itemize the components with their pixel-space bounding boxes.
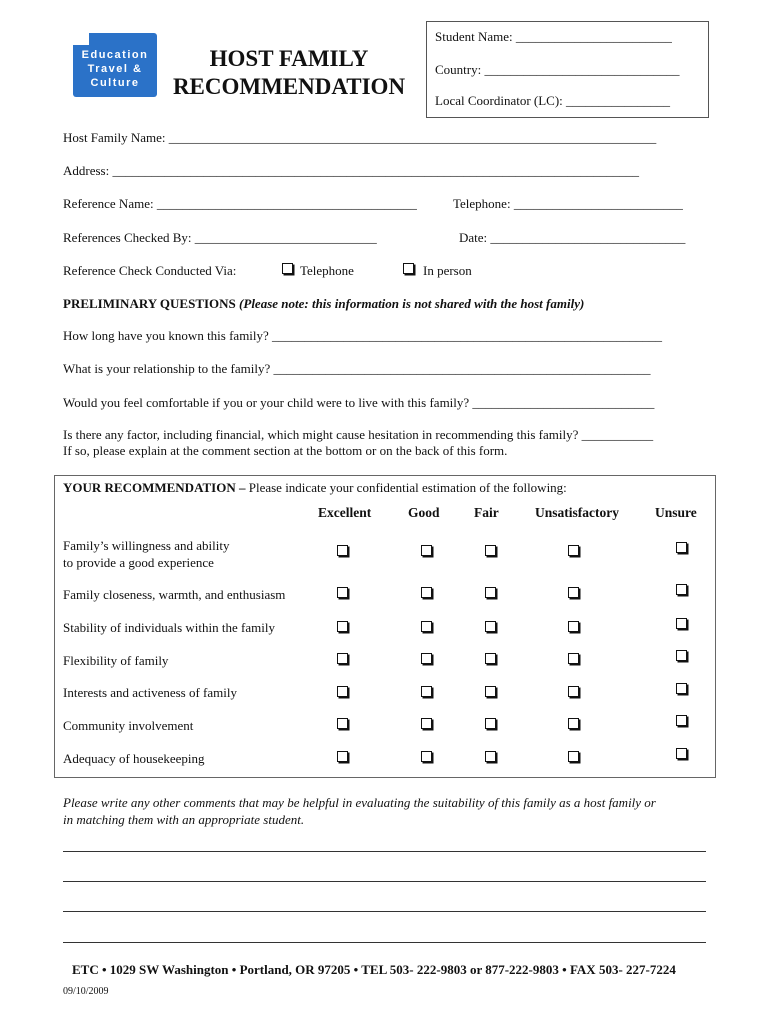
rating-checkbox-good[interactable]: [421, 621, 432, 632]
title-line-2: RECOMMENDATION: [172, 74, 406, 99]
conducted-via-label: Reference Check Conducted Via:: [63, 263, 237, 278]
row-willingness-label: Family’s willingness and ability: [63, 538, 230, 553]
rating-checkbox-fair[interactable]: [485, 751, 496, 762]
rating-checkbox-good[interactable]: [421, 587, 432, 598]
comment-line[interactable]: [63, 851, 706, 852]
comment-line[interactable]: [63, 911, 706, 912]
rating-checkbox-unsatisfactory[interactable]: [568, 621, 579, 632]
rating-checkbox-unsatisfactory[interactable]: [568, 653, 579, 664]
rating-checkbox-unsatisfactory[interactable]: [568, 751, 579, 762]
rating-checkbox-good[interactable]: [421, 718, 432, 729]
recommendation-heading: YOUR RECOMMENDATION –: [63, 480, 246, 495]
revision-date: 09/10/2009: [63, 986, 109, 997]
row-stability-label: Stability of individuals within the family: [63, 620, 275, 635]
in-person-checkbox[interactable]: [403, 263, 414, 274]
etc-logo: [73, 33, 157, 97]
telephone-field[interactable]: Telephone: __________________________: [453, 196, 683, 211]
row-community-label: Community involvement: [63, 718, 194, 733]
logo-corner: [73, 33, 89, 45]
rating-checkbox-unsure[interactable]: [676, 542, 687, 553]
column-good: Good: [408, 505, 440, 520]
rating-checkbox-excellent[interactable]: [337, 621, 348, 632]
logo-line-3: Culture: [90, 77, 140, 89]
rating-checkbox-fair[interactable]: [485, 587, 496, 598]
rating-checkbox-unsure[interactable]: [676, 584, 687, 595]
rating-checkbox-good[interactable]: [421, 686, 432, 697]
row-willingness-label-2: to provide a good experience: [63, 555, 214, 570]
recommendation-instruction: Please indicate your confidential estimation of the following:: [248, 480, 567, 495]
telephone-checkbox[interactable]: [282, 263, 293, 274]
rating-checkbox-unsatisfactory[interactable]: [568, 545, 579, 556]
reference-name-field[interactable]: Reference Name: ________________________________________: [63, 196, 417, 211]
in-person-option-label: In person: [423, 263, 472, 278]
rating-checkbox-fair[interactable]: [485, 621, 496, 632]
comment-line[interactable]: [63, 942, 706, 943]
rating-checkbox-good[interactable]: [421, 545, 432, 556]
question-relationship[interactable]: What is your relationship to the family? __________________________________________________________: [63, 361, 651, 376]
rating-checkbox-excellent[interactable]: [337, 718, 348, 729]
title-line-1: HOST FAMILY: [209, 46, 369, 71]
rating-checkbox-unsure[interactable]: [676, 715, 687, 726]
rating-checkbox-good[interactable]: [421, 653, 432, 664]
question-hesitation-note: If so, please explain at the comment section at the bottom or on the back of this form.: [63, 443, 508, 458]
rating-checkbox-excellent[interactable]: [337, 653, 348, 664]
rating-checkbox-unsatisfactory[interactable]: [568, 587, 579, 598]
row-housekeeping-label: Adequacy of housekeeping: [63, 751, 205, 766]
rating-checkbox-excellent[interactable]: [337, 587, 348, 598]
form-title: [168, 45, 410, 101]
comment-line[interactable]: [63, 881, 706, 882]
column-unsure: Unsure: [655, 505, 697, 520]
column-fair: Fair: [474, 505, 499, 520]
column-unsatisfactory: Unsatisfactory: [535, 505, 619, 520]
column-excellent: Excellent: [318, 505, 372, 520]
rating-checkbox-unsure[interactable]: [676, 683, 687, 694]
question-known-duration[interactable]: How long have you known this family? ____________________________________________________________: [63, 328, 663, 343]
address-field[interactable]: Address: _________________________________________________________________________________: [63, 163, 639, 178]
rating-checkbox-unsatisfactory[interactable]: [568, 686, 579, 697]
references-checked-by-field[interactable]: References Checked By: ____________________________: [63, 230, 377, 245]
rating-checkbox-unsatisfactory[interactable]: [568, 718, 579, 729]
rating-checkbox-fair[interactable]: [485, 545, 496, 556]
row-interests-label: Interests and activeness of family: [63, 685, 237, 700]
preliminary-heading-row: [63, 296, 584, 312]
telephone-option-label: Telephone: [300, 263, 354, 278]
footer-contact: ETC • 1029 SW Washington • Portland, OR 97205 • TEL 503- 222-9803 or 877-222-9803 • FAX 503- 227-7224: [72, 962, 676, 977]
logo-line-2: Travel &: [87, 63, 143, 75]
student-name-field[interactable]: Student Name: ________________________: [435, 29, 672, 44]
comments-instruction-1: Please write any other comments that may be helpful in evaluating the suitability of this family as a host family or: [63, 795, 656, 810]
row-closeness-label: Family closeness, warmth, and enthusiasm: [63, 587, 286, 602]
rating-checkbox-fair[interactable]: [485, 686, 496, 697]
date-field[interactable]: Date: ______________________________: [459, 230, 686, 245]
rating-checkbox-unsure[interactable]: [676, 650, 687, 661]
rating-checkbox-excellent[interactable]: [337, 686, 348, 697]
host-family-name-field[interactable]: Host Family Name: ___________________________________________________________________________: [63, 130, 657, 145]
row-flexibility-label: Flexibility of family: [63, 653, 169, 668]
question-hesitation[interactable]: Is there any factor, including financial, which might cause hesitation in recommending this family? ___________: [63, 427, 654, 442]
preliminary-note: (Please note: this information is not shared with the host family): [239, 296, 585, 311]
rating-checkbox-unsure[interactable]: [676, 748, 687, 759]
local-coordinator-field[interactable]: Local Coordinator (LC): ________________: [435, 93, 671, 108]
rating-checkbox-fair[interactable]: [485, 718, 496, 729]
rating-checkbox-excellent[interactable]: [337, 545, 348, 556]
rating-checkbox-good[interactable]: [421, 751, 432, 762]
rating-checkbox-fair[interactable]: [485, 653, 496, 664]
rating-checkbox-excellent[interactable]: [337, 751, 348, 762]
question-comfortable[interactable]: Would you feel comfortable if you or your child were to live with this family? ____________________________: [63, 395, 655, 410]
preliminary-heading: PRELIMINARY QUESTIONS: [63, 296, 236, 311]
recommendation-heading-row: [63, 480, 567, 496]
comments-instruction-2: in matching them with an appropriate student.: [63, 812, 305, 827]
rating-checkbox-unsure[interactable]: [676, 618, 687, 629]
logo-line-1: Education: [81, 49, 149, 61]
country-field[interactable]: Country: ______________________________: [435, 62, 680, 77]
